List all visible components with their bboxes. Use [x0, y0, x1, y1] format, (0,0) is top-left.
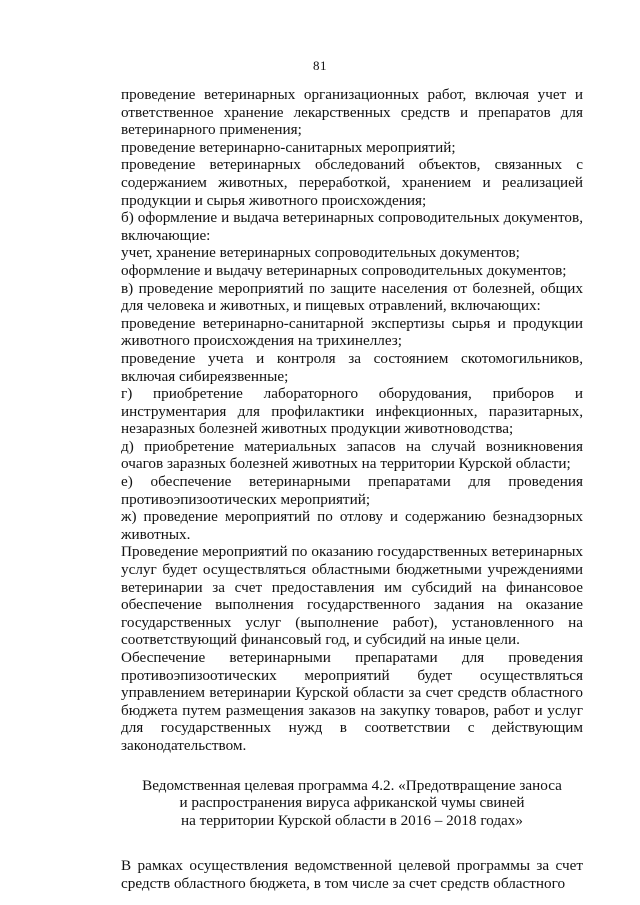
final-paragraph: В рамках осуществления ведомственной целевой программы за счет средств областного бюджета, в том числе за счет средств областного: [121, 857, 583, 892]
paragraph-2: проведение ветеринарно-санитарных мероприятий;: [121, 138, 456, 156]
document-body: [121, 86, 583, 893]
paragraph-9: проведение учета и контроля за состоянием скотомогильников, включая сибиреязвенные;: [121, 349, 583, 385]
paragraph-4: б) оформление и выдача ветеринарных сопроводительных документов, включающие:: [121, 209, 583, 244]
paragraph-3: проведение ветеринарных обследований объектов, связанных с содержанием животных, переработкой, хранением и реализацией продукции и сырья животного происхождения;: [121, 156, 583, 209]
paragraph-8: проведение ветеринарно-санитарной экспертизы сырья и продукции животного происхождения на трихинеллез;: [121, 314, 583, 350]
heading-line-2: и распространения вируса африканской чумы свиней: [179, 794, 525, 812]
paragraph-11: д) приобретение материальных запасов на случай возникновения очагов заразных болезней животных на территории Курской области;: [121, 437, 583, 473]
paragraph-1: проведение ветеринарных организационных работ, включая учет и ответственное хранение лекарственных средств и препаратов для ветеринарного применения;: [121, 86, 583, 139]
paragraph-7: в) проведение мероприятий по защите населения от болезней, общих для человека и животных, и пищевых отравлений, включающих:: [121, 279, 583, 315]
paragraph-14: Проведение мероприятий по оказанию государственных ветеринарных услуг будет осуществляться областными бюджетными учреждениями ветеринарии за счет предоставления им субсидий на финансовое обеспечение выполнения государственного задания на оказание государственных услуг (выполнение работ), установленного на соответствующий финансовый год, и субсидий на иные цели.: [121, 543, 583, 649]
paragraph-5: учет, хранение ветеринарных сопроводительных документов;: [121, 244, 520, 262]
paragraph-13: ж) проведение мероприятий по отлову и содержанию безнадзорных животных.: [121, 508, 583, 543]
heading-line-1: Ведомственная целевая программа 4.2. «Предотвращение заноса: [142, 776, 562, 794]
paragraph-10: г) приобретение лабораторного оборудования, приборов и инструментария для профилактики инфекционных, паразитарных, незаразных болезней животных продукции животноводства;: [121, 385, 583, 438]
paragraph-6: оформление и выдачу ветеринарных сопроводительных документов;: [121, 261, 567, 279]
page-number: 81: [313, 58, 327, 73]
section-heading: [121, 777, 583, 830]
paragraph-15: Обеспечение ветеринарными препаратами для проведения противоэпизоотических мероприятий будет осуществляться управлением ветеринарии Курской области за счет средств областного бюджета путем размещения заказов на закупку товаров, работ и услуг для государственных нужд в соответствии с действующим законодательством.: [121, 649, 583, 754]
heading-line-3: на территории Курской области в 2016 – 2018 годах»: [180, 811, 523, 829]
paragraph-12: е) обеспечение ветеринарными препаратами для проведения противоэпизоотических мероприятий;: [121, 473, 583, 508]
